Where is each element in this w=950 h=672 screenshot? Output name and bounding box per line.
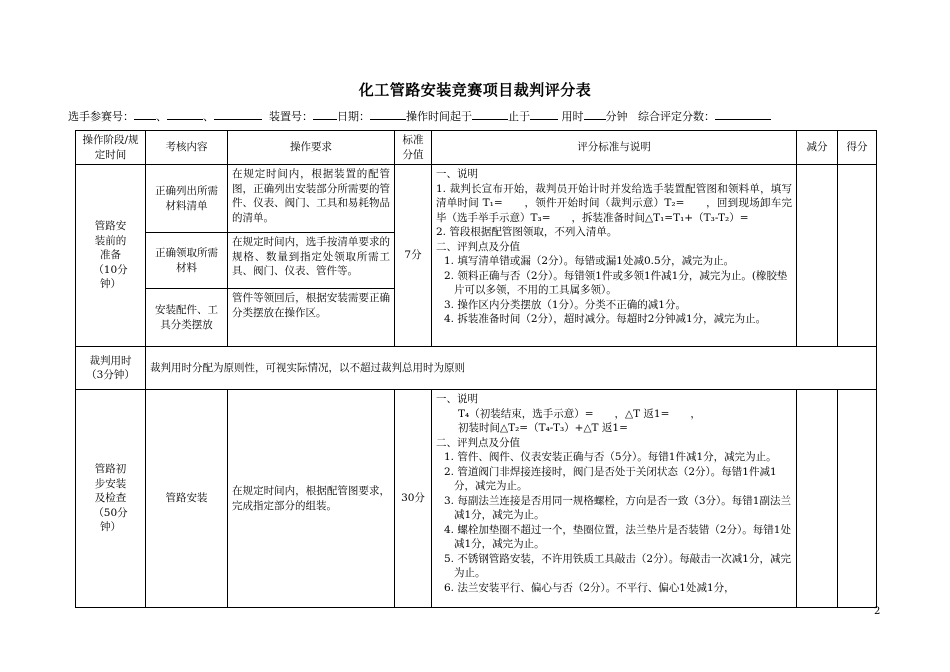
used-label: 用时 — [561, 110, 584, 123]
player-no-blank-1 — [134, 109, 156, 120]
criteria-line: 二、评判点及分值 — [436, 436, 520, 449]
criteria-line: 3. 操作区内分类摆放（1分）。分类不正确的减1分。 — [444, 298, 686, 311]
criteria-cell — [432, 390, 797, 608]
standard-cell: 30分 — [395, 390, 432, 608]
criteria-line: 2. 领料正确与否（2分）。每错领1件或多领1件减1分，减完为止。(橡胶垫片可以多领，不用的工具属多领）。 — [444, 269, 788, 296]
minute-label: 分钟 — [605, 110, 628, 123]
end-label: 止于 — [508, 110, 530, 123]
header-score: 得分 — [838, 131, 877, 165]
header-standard: 标准分值 — [395, 131, 432, 165]
page-number: 2 — [874, 606, 881, 617]
standard-cell: 7分 — [395, 165, 432, 347]
criteria-line: 3. 每副法兰连接是否用同一规格螺栓，方向是否一致（3分）。每错1副法兰减1分，减完为止。 — [444, 494, 791, 521]
criteria-line: 1. 填写清单错或漏（2分）。每错或漏1处减0.5分，减完为止。 — [444, 255, 735, 267]
criteria-line: 4. 螺栓加垫圈不超过一个，垫圈位置，法兰垫片是否装错（2分）。每错1处减1分，减完为止。 — [444, 523, 791, 550]
requirement-cell: 管件等领回后，根据安装需要正确分类摆放在操作区。 — [228, 289, 395, 347]
deduct-cell[interactable] — [797, 165, 838, 347]
criteria-line: 2. 管段根据配管图领取，不列入清单。 — [436, 226, 618, 238]
table-row — [76, 347, 877, 390]
stage-cell: 裁判用时（3分钟） — [76, 347, 146, 390]
criteria-line: 6. 法兰安装平行、偏心与否（2分）。不平行、偏心1处减1分， — [444, 581, 735, 594]
criteria-line: 一、说明 — [436, 168, 478, 180]
date-label: 日期： — [337, 110, 370, 123]
criteria-line: 一、说明 — [436, 393, 478, 405]
header-content: 考核内容 — [146, 131, 228, 165]
criteria-line: 2. 管道阀门非焊接连接时，阀门是否处于关闭状态（2分）。每错1件减1分，减完为止。 — [444, 465, 777, 492]
criteria-line: 1. 裁判长宣布开始，裁判员开始计时并发给选手装置配管图和领料单，填写清单时间 T₁= ，领件开始时间（裁判示意）T₂= ，回到现场卸车完毕（选手举手示意）T₃= ，拆装准备时间△T₁=T₁+（T₃-T₂）= — [436, 182, 792, 224]
score-cell[interactable] — [838, 390, 877, 608]
score-label: 综合评定分数： — [638, 110, 715, 123]
op-start-blank — [472, 109, 508, 120]
deduct-cell[interactable] — [797, 390, 838, 608]
stage-cell: 管路初步安装及检查（50分钟） — [76, 390, 146, 608]
info-line — [68, 108, 771, 124]
separator: 、 — [156, 110, 167, 123]
stage-cell: 管路安装前的准备（10分钟） — [76, 165, 146, 347]
criteria-line: 4. 拆装准备时间（2分），超时减分。每超时2分钟减1分，减完为止。 — [444, 313, 767, 325]
scoring-table — [75, 130, 877, 608]
end-blank — [530, 109, 558, 120]
requirement-cell: 在规定时间内，选手按清单要求的规格、数量到指定处领取所需工具、阀门、仪表、管件等。 — [228, 233, 395, 289]
player-no-label: 选手参赛号： — [68, 110, 134, 123]
note-cell: 裁判用时分配为原则性，可视实际情况，以不超过裁判总用时为原则 — [146, 347, 877, 390]
op-start-label: 操作时间起于 — [406, 110, 472, 123]
content-cell: 正确列出所需材料清单 — [146, 165, 228, 233]
player-no-blank-2 — [167, 109, 203, 120]
page-title: 化工管路安装竞赛项目裁判评分表 — [358, 81, 592, 99]
content-cell: 正确领取所需材料 — [146, 233, 228, 289]
header-criteria: 评分标准与说明 — [432, 131, 797, 165]
header-stage: 操作阶段/规定时间 — [76, 131, 146, 165]
score-cell[interactable] — [838, 165, 877, 347]
header-row — [76, 131, 877, 165]
device-label: 装置号： — [269, 110, 313, 123]
date-blank — [370, 109, 406, 120]
criteria-line: T₄（初装结束，选手示意）= ，△T 返1= ， — [458, 407, 701, 420]
table-row — [76, 165, 877, 233]
score-blank — [715, 109, 771, 120]
table-row — [76, 390, 877, 608]
content-cell: 安装配件、工具分类摆放 — [146, 289, 228, 347]
content-cell: 管路安装 — [146, 390, 228, 608]
criteria-line: 1. 管件、阀件、仪表安装正确与否（5分）。每错1件减1分，减完为止。 — [444, 451, 777, 463]
criteria-line: 初装时间△T₂=（T₄-T₃）+△T 返1= — [458, 422, 628, 434]
criteria-line: 二、评判点及分值 — [436, 240, 520, 253]
criteria-line: 5. 不锈钢管路安装，不许用铁质工具敲击（2分）。每敲击一次减1分，减完为止。 — [444, 552, 791, 579]
header-requirement: 操作要求 — [228, 131, 395, 165]
requirement-cell: 在规定时间内，根据配管图要求，完成指定部分的组装。 — [228, 390, 395, 608]
device-blank — [313, 109, 337, 120]
criteria-cell — [432, 165, 797, 347]
requirement-cell: 在规定时间内，根据装置的配管图，正确列出安装部分所需要的管件、仪表、阀门、工具和易耗物品的清单。 — [228, 165, 395, 233]
separator: 、 — [203, 110, 214, 123]
player-no-blank-3 — [214, 109, 262, 120]
header-deduct: 减分 — [797, 131, 838, 165]
used-blank — [584, 109, 606, 120]
